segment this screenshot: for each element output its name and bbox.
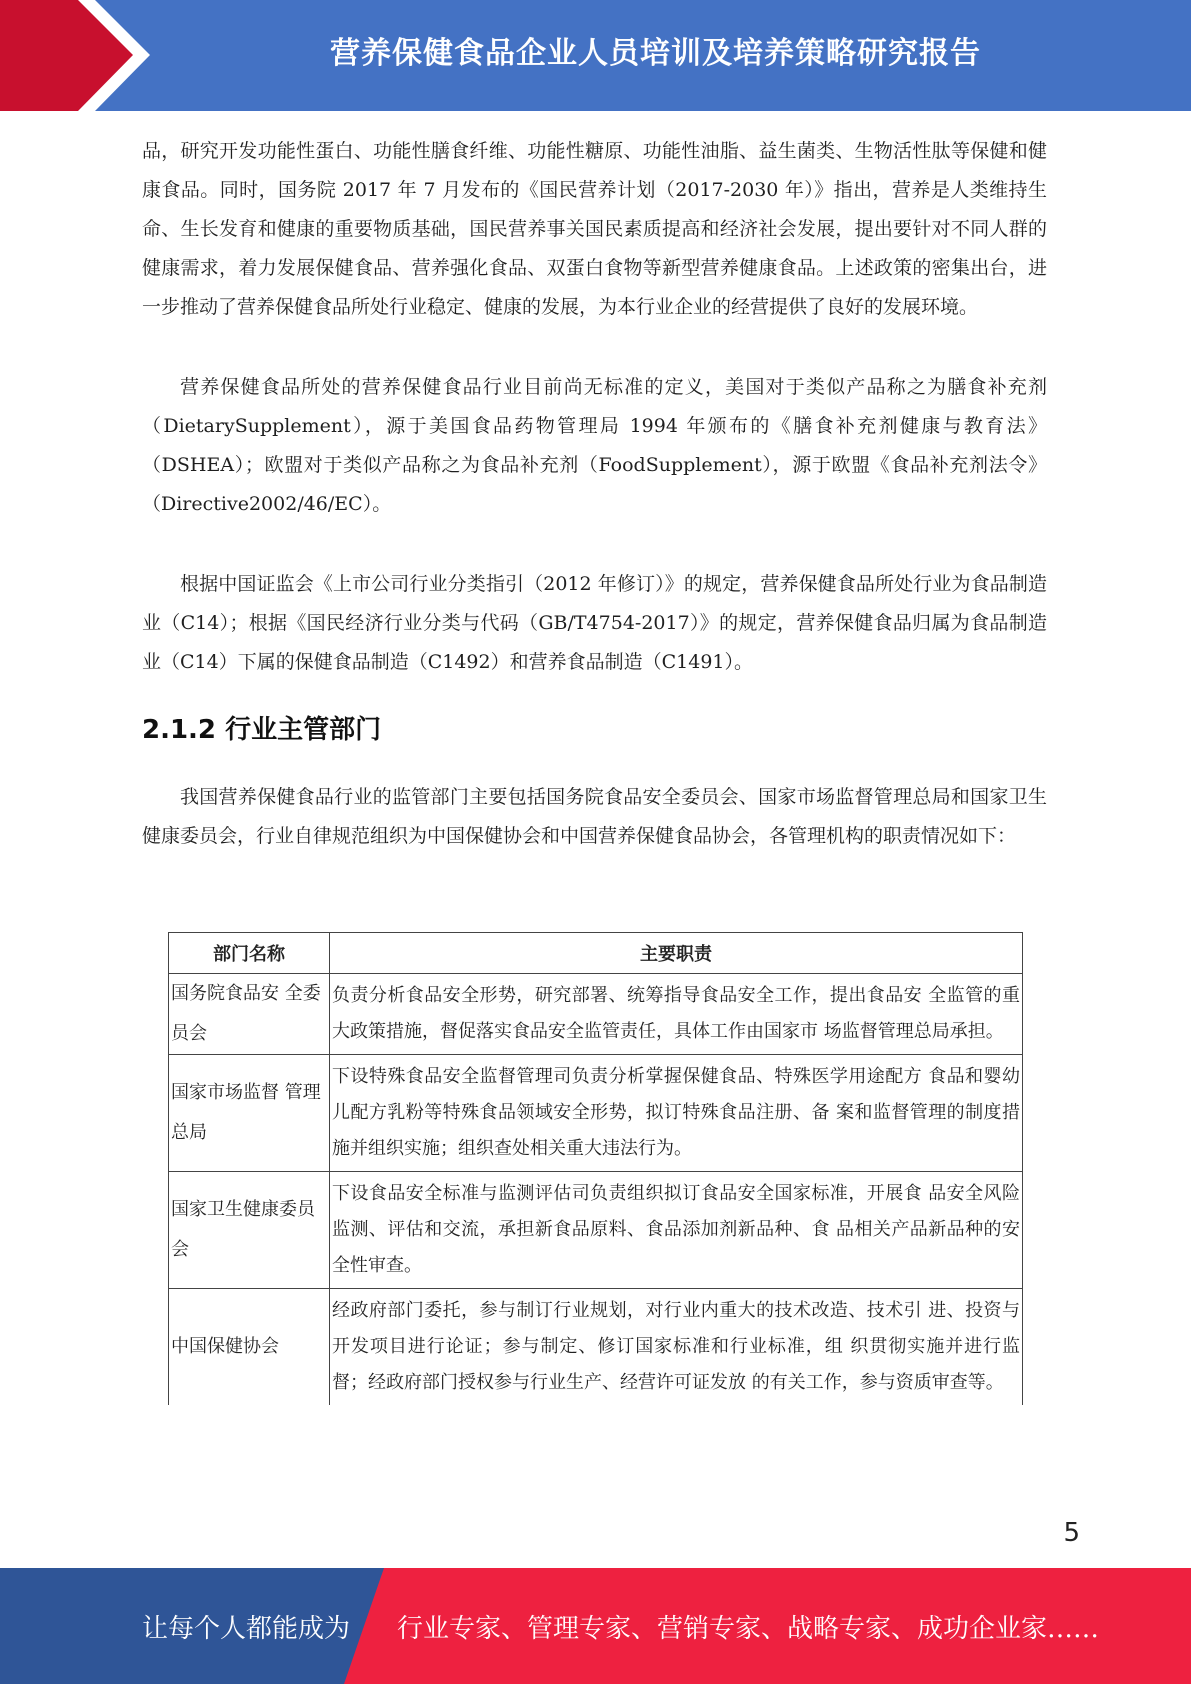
document-title: 营养保健食品企业人员培训及培养策略研究报告 — [330, 36, 981, 71]
dept-cell: 国务院食品安 全委员会 — [169, 974, 330, 1055]
table-row — [169, 1055, 1023, 1172]
table-row — [169, 1172, 1023, 1289]
paragraph-definition: 营养保健食品所处的营养保健食品行业目前尚无标准的定义，美国对于类似产品称之为膳食补充剂（DietarySupplement），源于美国食品药物管理局 1994 年颁布的《膳食补充剂健康与教育法》（DSHEA）；欧盟对于类似产品称之为食品补充剂（FoodSupplement），源于欧盟《食品补充剂法令》（Directive2002/46/EC）。 — [142, 376, 1047, 515]
paragraph-classification: 根据中国证监会《上市公司行业分类指引（2012 年修订）》的规定，营养保健食品所处行业为食品制造业（C14）；根据《国民经济行业分类与代码（GB/T4754-2017）》的规定，营养保健食品归属为食品制造业（C14）下属的保健食品制造（C1492）和营养食品制造（C1491）。 — [142, 573, 1047, 673]
column-header-duty: 主要职责 — [330, 933, 1023, 974]
dept-cell: 中国保健协会 — [169, 1289, 330, 1406]
footer-slogan-left: 让每个人都能成为 — [142, 1613, 351, 1644]
table-row — [169, 974, 1023, 1055]
paragraph-policy: 品，研究开发功能性蛋白、功能性膳食纤维、功能性糖原、功能性油脂、益生菌类、生物活性肽等保健和健康食品。同时，国务院 2017 年 7 月发布的《国民营养计划（2017-2030 年）》指出，营养是人类维持生命、生长发育和健康的重要物质基础，国民营养事关国民素质提高和经济社会发展，提出要针对不同人群的健康需求，着力发展保健食品、营养强化食品、双蛋白食物等新型营养健康食品。上述政策的密集出台，进一步推动了营养保健食品所处行业稳定、健康的发展，为本行业企业的经营提供了良好的发展环境。 — [142, 140, 1047, 318]
page-header — [0, 0, 1191, 111]
duty-cell: 负责分析食品安全形势，研究部署、统筹指导食品安全工作，提出食品安 全监管的重大政策措施，督促落实食品安全监管责任，具体工作由国家市 场监督管理总局承担。 — [330, 974, 1023, 1055]
column-header-dept: 部门名称 — [169, 933, 330, 974]
duty-cell: 经政府部门委托，参与制订行业规划，对行业内重大的技术改造、技术引 进、投资与开发项目进行论证；参与制定、修订国家标准和行业标准，组 织贯彻实施并进行监督；经政府部门授权参与行业生产、经营许可证发放 的有关工作，参与资质审查等。 — [330, 1289, 1023, 1406]
dept-cell: 国家卫生健康委员会 — [169, 1172, 330, 1289]
duty-cell: 下设特殊食品安全监督管理司负责分析掌握保健食品、特殊医学用途配方 食品和婴幼儿配方乳粉等特殊食品领域安全形势，拟订特殊食品注册、备 案和监督管理的制度措施并组织实施；组织查处相关重大违法行为。 — [330, 1055, 1023, 1172]
footer-slogan-right: 行业专家、管理专家、营销专家、战略专家、成功企业家…… — [397, 1613, 1100, 1644]
duty-cell: 下设食品安全标准与监测评估司负责组织拟订食品安全国家标准，开展食 品安全风险监测、评估和交流，承担新食品原料、食品添加剂新品种、食 品相关产品新品种的安全性审查。 — [330, 1172, 1023, 1289]
regulators-table — [168, 932, 1023, 1405]
page-footer — [0, 1568, 1191, 1684]
dept-cell: 国家市场监督 管理总局 — [169, 1055, 330, 1172]
table-row — [169, 1289, 1023, 1406]
page-number: 5 — [1063, 1518, 1080, 1548]
table-header-row — [169, 933, 1023, 974]
document-body — [142, 132, 1047, 856]
paragraph-section-intro: 我国营养保健食品行业的监管部门主要包括国务院食品安全委员会、国家市场监督管理总局和国家卫生健康委员会，行业自律规范组织为中国保健协会和中国营养保健食品协会，各管理机构的职责情况如下： — [142, 786, 1047, 847]
section-heading: 2.1.2 行业主管部门 — [142, 715, 382, 745]
